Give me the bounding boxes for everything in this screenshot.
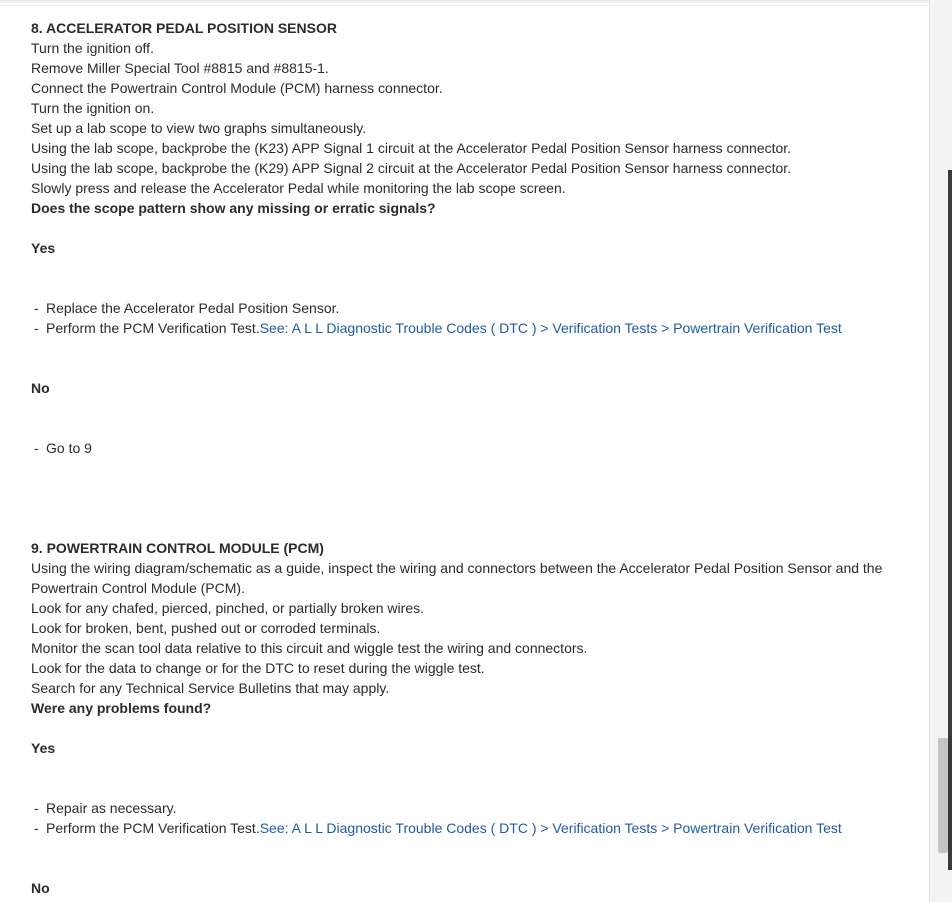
step8-line: Remove Miller Special Tool #8815 and #8815-1. <box>31 60 329 76</box>
procedure-content <box>31 18 911 898</box>
step9-verification-link[interactable]: See: A L L Diagnostic Trouble Codes ( DTC ) > Verification Tests > Powertrain Verification Test <box>259 820 842 836</box>
panel-top-edge <box>0 0 930 6</box>
step9-yes-item <box>31 798 911 818</box>
window-edge <box>948 170 952 870</box>
step9-no-label: No <box>31 880 50 896</box>
step9-yes-item-text: Repair as necessary. <box>46 800 177 816</box>
step8-line: Slowly press and release the Accelerator Pedal while monitoring the lab scope screen. <box>31 180 566 196</box>
step8-no-label: No <box>31 380 50 396</box>
step8-no-item-text: Go to 9 <box>46 440 92 456</box>
step8-verification-link[interactable]: See: A L L Diagnostic Trouble Codes ( DTC ) > Verification Tests > Powertrain Verification Test <box>259 320 842 336</box>
step9-line: Look for the data to change or for the DTC to reset during the wiggle test. <box>31 660 485 676</box>
step8-question: Does the scope pattern show any missing or erratic signals? <box>31 200 436 216</box>
step9-question: Were any problems found? <box>31 700 212 716</box>
step9-line: Look for any chafed, pierced, pinched, or partially broken wires. <box>31 600 424 616</box>
step8-line: Using the lab scope, backprobe the (K23) APP Signal 1 circuit at the Accelerator Pedal Position Sensor harness connector. <box>31 140 792 156</box>
bullet-dash: - <box>34 300 39 316</box>
step8-heading: 8. ACCELERATOR PEDAL POSITION SENSOR <box>31 20 337 36</box>
step8-line: Connect the Powertrain Control Module (PCM) harness connector. <box>31 80 443 96</box>
step9-intro: Using the wiring diagram/schematic as a guide, inspect the wiring and connectors between the Accelerator Pedal Position Sensor and the Powertrain Control Module (PCM). <box>31 560 883 596</box>
step9-yes-item-text: Perform the PCM Verification Test. <box>46 820 260 836</box>
bullet-dash: - <box>34 820 39 836</box>
bullet-dash: - <box>34 440 39 456</box>
bullet-dash: - <box>34 800 39 816</box>
step8-yes-item-text: Replace the Accelerator Pedal Position Sensor. <box>46 300 340 316</box>
step9-line: Search for any Technical Service Bulletins that may apply. <box>31 680 390 696</box>
step9-yes-item <box>31 818 911 838</box>
step8-line: Using the lab scope, backprobe the (K29) APP Signal 2 circuit at the Accelerator Pedal Position Sensor harness connector. <box>31 160 792 176</box>
step9-line: Look for broken, bent, pushed out or corroded terminals. <box>31 620 381 636</box>
step8-line: Turn the ignition on. <box>31 100 155 116</box>
bullet-dash: - <box>34 320 39 336</box>
step8-no-item <box>31 438 911 458</box>
step8-yes-item-text: Perform the PCM Verification Test. <box>46 320 260 336</box>
step8-yes-item <box>31 298 911 318</box>
step8-yes-label: Yes <box>31 240 56 256</box>
step9-line: Monitor the scan tool data relative to this circuit and wiggle test the wiring and connectors. <box>31 640 588 656</box>
scrollbar-thumb[interactable] <box>938 738 948 853</box>
step8-yes-item <box>31 318 911 338</box>
step8-line: Turn the ignition off. <box>31 40 154 56</box>
step9-heading: 9. POWERTRAIN CONTROL MODULE (PCM) <box>31 540 324 556</box>
step8-line: Set up a lab scope to view two graphs simultaneously. <box>31 120 367 136</box>
step9-yes-label: Yes <box>31 740 56 756</box>
